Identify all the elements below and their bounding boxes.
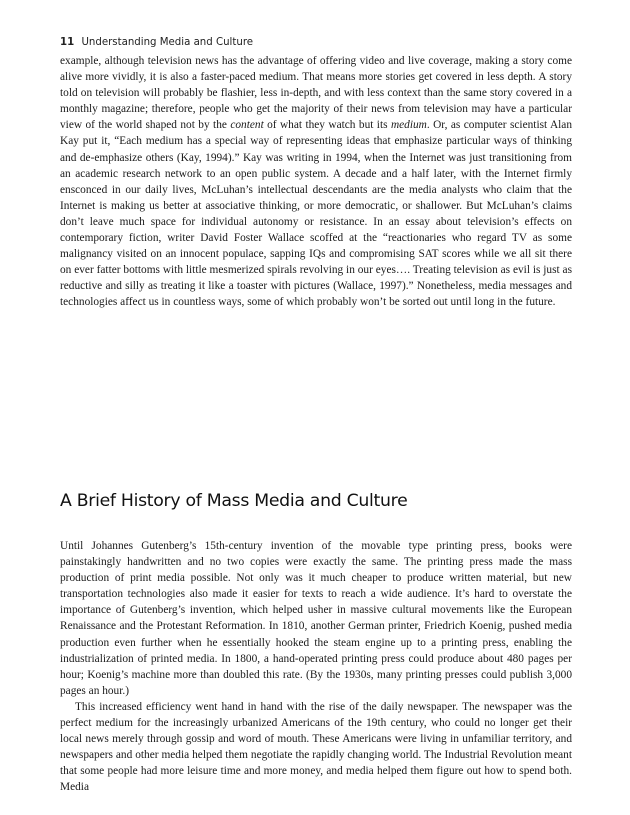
paragraph-text: . Or, as computer scientist Alan Kay put it, “Each medium has a special way of representing ideas that emphasize particular ways of thinking and de-emphasize others (Kay, 1994).” Kay was writing in 1994, when the Internet was just transitioning from an academic research network to an open public system. A decade and a half later, with the Internet firmly ensconced in our daily lives, McLuhan’s intellectual descendants are the media analysts who claim that the Internet is making us better at associative thinking, or more democratic, or shallower. But McLuhan’s claims don’t leave much space for individual autonomy or resistance. In an essay about television’s effects on contemporary fiction, writer David Foster Wallace scoffed at the “reactionaries who regard TV as some malignancy visited on an innocent populace, sapping IQs and compromising SAT scores while we all sit there on ever fatter bottoms with little mesmerized spirals revolving in our eyes…. Treating television as evil is just as reductive and silly as treating it like a toaster with pictures (Wallace, 1997).” Nonetheless, media messages and technologies affect us in countless ways, some of which probably won’t be sorted out until long in the future. [60, 119, 572, 309]
running-title: Understanding Media and Culture [81, 37, 254, 48]
paragraph-text: example, although television news has the advantage of offering video and live coverage, making a story come alive more vividly, it is also a faster-paced medium. That means more stories get covered in less depth. A story told on television will probably be flashier, less in-depth, and with less context than the same story covered in a monthly magazine; therefore, people who get the majority of their news from television may have a particular view of the world shaped not by the [60, 55, 572, 132]
body-paragraph: Until Johannes Gutenberg’s 15th-century invention of the movable type printing press, books were painstakingly handwritten and no two copies were exactly the same. The printing press made the mass production of print media possible. Not only was it much cheaper to produce written material, but new transportation technologies also made it easier for texts to reach a wide audience. It’s hard to overstate the importance of Gutenberg’s invention, which helped usher in massive cultural movements like the European Renaissance and the Protestant Reformation. In 1810, another German printer, Friedrich Koenig, pushed media production even further when he essentially hooked the steam engine up to a printing press, enabling the industrialization of printed media. In 1800, a hand-operated printing press could produce about 480 pages per hour; Koenig’s machine more than doubled this rate. (By the 1930s, many printing presses could publish 3,000 pages an hour.) [60, 540, 572, 697]
section-text-block [60, 538, 572, 796]
continued-text-block [60, 53, 572, 311]
page-number: 11 [60, 37, 75, 48]
body-paragraph: This increased efficiency went hand in hand with the rise of the daily newspaper. The newspaper was the perfect medium for the increasingly urbanized Americans of the 19th century, who could no longer get their local news merely through gossip and word of mouth. These Americans were living in unfamiliar territory, and newspapers and other media helped them negotiate the rapidly changing world. The Industrial Revolution meant that some people had more leisure time and more money, and media helped them figure out how to spend both. Media [60, 700, 572, 794]
body-paragraph [60, 53, 572, 311]
running-header [60, 37, 253, 48]
paragraph-text: of what they watch but its [263, 119, 391, 132]
emphasis-medium: medium [390, 119, 427, 132]
section-heading: A Brief History of Mass Media and Culture [60, 491, 408, 511]
emphasis-content: content [230, 119, 264, 132]
